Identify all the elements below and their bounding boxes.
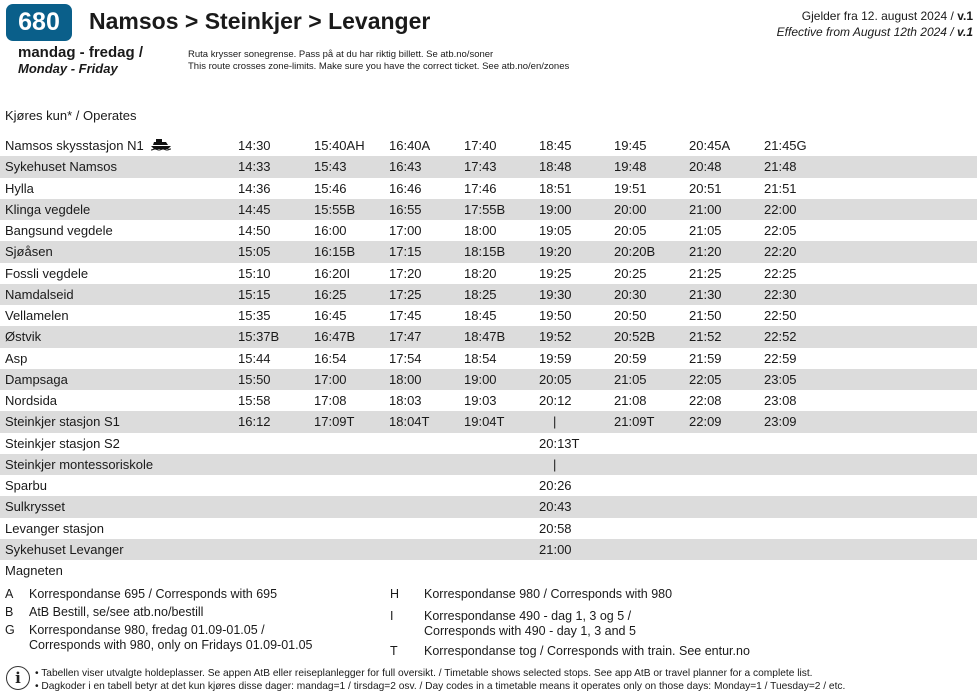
stop-name-label: Bangsund vegdele [5, 223, 113, 238]
departure-time: 21:00 [689, 201, 722, 217]
departure-time: 17:43 [464, 159, 497, 175]
stop-name-label: Klinga vegdele [5, 201, 91, 217]
departure-time: 21:05 [689, 223, 722, 238]
departure-time: 15:44 [238, 350, 271, 366]
departure-time: 18:51 [539, 180, 572, 196]
departure-time: 19:48 [614, 159, 647, 175]
table-row [0, 135, 977, 156]
departure-time: 15:35 [238, 308, 271, 323]
footnote-key: I [390, 609, 394, 623]
departure-time: 15:40AH [314, 138, 365, 153]
table-row [0, 178, 977, 199]
table-row [0, 433, 977, 454]
stop-name-label: Levanger stasjon [5, 520, 105, 536]
timetable [0, 135, 977, 581]
table-row [0, 348, 977, 369]
info-line-1: • Tabellen viser utvalgte holdeplasser. Se appen AtB eller reiseplanlegger for full oversikt. / Timetable shows selected stops. See app AtB or travel planner for a complete list. [35, 668, 813, 679]
departure-time: 20:30 [614, 286, 647, 302]
departure-time: 18:48 [539, 159, 572, 175]
table-row [0, 284, 977, 305]
stop-name-label: Sjøåsen [5, 244, 53, 260]
departure-time: | [553, 456, 557, 472]
departure-time: 18:04T [389, 414, 430, 430]
departure-time: 20:45A [689, 138, 731, 153]
departure-time: 19:04T [464, 414, 505, 430]
departure-time: 21:52 [689, 329, 722, 345]
stop-name [5, 496, 65, 517]
departure-time: 17:09T [314, 414, 355, 430]
departure-time: 20:13T [539, 435, 580, 451]
departure-time: 17:55B [464, 201, 506, 217]
departure-time: 21:48 [764, 159, 797, 175]
info-text [35, 667, 845, 693]
departure-time: 19:50 [539, 308, 572, 323]
departure-time: 22:00 [764, 201, 797, 217]
departure-time: 16:54 [314, 350, 347, 366]
table-row [0, 560, 977, 581]
departure-time: 19:59 [539, 350, 572, 366]
departure-time: 19:00 [464, 371, 497, 387]
stop-name [5, 178, 34, 199]
departure-time: 21:51 [764, 180, 797, 196]
departure-time: 15:46 [314, 180, 347, 196]
departure-time: 20:48 [689, 159, 722, 175]
departure-time: 18:03 [389, 393, 422, 408]
stop-name [5, 539, 124, 560]
stop-name-label: Asp [5, 350, 28, 366]
departure-time: 14:36 [238, 180, 271, 196]
departure-time: 14:45 [238, 201, 271, 217]
departure-time: 20:20B [614, 244, 656, 260]
zone-notice-en: This route crosses zone-limits. Make sure you have the correct ticket. See atb.no/en/zones [188, 61, 570, 72]
departure-time: 17:08 [314, 393, 347, 408]
stop-name-label: Sparbu [5, 478, 47, 493]
stop-name-label: Nordsida [5, 393, 58, 408]
table-row [0, 305, 977, 326]
departure-time: 22:08 [689, 393, 722, 408]
departure-time: 20:51 [689, 180, 722, 196]
departure-time: 17:25 [389, 286, 422, 302]
departure-time: 15:50 [238, 371, 271, 387]
table-row [0, 326, 977, 347]
stop-name [5, 348, 27, 369]
departure-time: 23:08 [764, 393, 797, 408]
footnote-line: Korrespondanse 980, fredag 01.09-01.05 / [29, 623, 265, 637]
departure-time: 19:00 [539, 201, 572, 217]
info-icon: i [6, 666, 30, 690]
table-row [0, 220, 977, 241]
departure-time: 18:47B [464, 329, 506, 345]
footnote-text [29, 587, 277, 602]
departure-time: 21:00 [539, 541, 572, 557]
departure-time: 20:59 [614, 350, 647, 366]
version-no: v.1 [957, 9, 973, 23]
departure-time: 16:12 [238, 414, 271, 430]
departure-time: 21:45G [764, 138, 807, 153]
stop-name [5, 411, 120, 432]
table-row [0, 199, 977, 220]
departure-time: 22:59 [764, 350, 797, 366]
departure-time: 20:52B [614, 329, 656, 345]
departure-time: 19:45 [614, 138, 647, 153]
footnote-key: T [390, 644, 398, 658]
stop-name-label: Sulkrysset [5, 499, 65, 515]
stop-name-label: Vellamelen [5, 308, 69, 323]
departure-time: 15:10 [238, 265, 271, 281]
departure-time: 15:58 [238, 393, 271, 408]
departure-time: 16:15B [314, 244, 356, 260]
valid-from-no-text: Gjelder fra 12. august 2024 / [801, 9, 958, 23]
stop-name-label: Dampsaga [5, 371, 68, 387]
departure-time: 16:40A [389, 138, 431, 153]
valid-from-no [777, 8, 973, 24]
footnote-key: B [5, 605, 14, 619]
stop-name [5, 199, 90, 220]
departure-time: 22:25 [764, 265, 797, 281]
departure-time: 19:20 [539, 244, 572, 260]
departure-time: 16:43 [389, 159, 422, 175]
ferry-icon [150, 136, 172, 157]
stop-name [5, 305, 69, 326]
footnote-line: Korrespondanse 980 / Corresponds with 980 [424, 587, 673, 601]
route-title: Namsos > Steinkjer > Levanger [89, 8, 431, 34]
days-en: Monday - Friday [18, 61, 118, 76]
version-en: v.1 [956, 25, 973, 39]
departure-time: 19:30 [539, 286, 572, 302]
departure-time: 23:05 [764, 371, 797, 387]
departure-time: 14:33 [238, 159, 271, 175]
departure-time: 20:26 [539, 478, 572, 493]
departure-time: 16:46 [389, 180, 422, 196]
departure-time: 18:45 [464, 308, 497, 323]
footnote-text [424, 644, 750, 659]
stop-name-label: Namdalseid [5, 286, 74, 302]
table-row [0, 496, 977, 517]
departure-time: 15:15 [238, 286, 271, 302]
departure-time: 17:20 [389, 265, 422, 281]
stop-name-label: Sykehuset Levanger [5, 541, 124, 557]
stop-name [5, 135, 172, 157]
stop-name [5, 369, 68, 390]
service-days [18, 45, 143, 77]
stop-name [5, 390, 57, 411]
departure-time: 18:00 [464, 223, 497, 238]
stop-name-label: Steinkjer stasjon S1 [5, 414, 120, 430]
departure-time: 22:52 [764, 329, 797, 345]
departure-time: 21:25 [689, 265, 722, 281]
departure-time: 16:20I [314, 265, 351, 281]
stop-name [5, 454, 153, 475]
departure-time: 16:47B [314, 329, 356, 345]
departure-time: 21:09T [614, 414, 655, 430]
departure-time: 19:05 [539, 223, 572, 238]
table-row [0, 518, 977, 539]
departure-time: 22:09 [689, 414, 722, 430]
stop-name-label: Steinkjer stasjon S2 [5, 435, 120, 451]
departure-time: 20:00 [614, 201, 647, 217]
table-row [0, 263, 977, 284]
table-row [0, 539, 977, 560]
departure-time: 21:50 [689, 308, 722, 323]
departure-time: 18:15B [464, 244, 506, 260]
departure-time: 18:00 [389, 371, 422, 387]
departure-time: 16:00 [314, 223, 347, 238]
departure-time: 15:43 [314, 159, 347, 175]
departure-time: 18:45 [539, 138, 572, 153]
stop-name [5, 560, 63, 581]
departure-time: 19:25 [539, 265, 572, 281]
zone-notice [188, 49, 569, 73]
footnote-line: Korrespondanse tog / Corresponds with train. See entur.no [424, 644, 750, 658]
departure-time: 20:25 [614, 265, 647, 281]
departure-time: 20:05 [614, 223, 647, 238]
departure-time: 19:03 [464, 393, 497, 408]
departure-time: 15:37B [238, 329, 280, 345]
table-row [0, 369, 977, 390]
stop-name [5, 518, 104, 539]
operates-label: Kjøres kun* / Operates [5, 108, 137, 123]
departure-time: 22:50 [764, 308, 797, 323]
table-row [0, 454, 977, 475]
departure-time: 17:47 [389, 329, 422, 345]
departure-time: 19:52 [539, 329, 572, 345]
footnote-line: Korrespondanse 695 / Corresponds with 695 [29, 587, 278, 601]
stop-name-label: Namsos skysstasjon N1 [5, 138, 144, 153]
footnote-text [29, 623, 313, 653]
departure-time: 16:55 [389, 201, 422, 217]
footnote-line: Korrespondanse 490 - dag 1, 3 og 5 / [424, 609, 632, 623]
departure-time: 14:50 [238, 223, 271, 238]
departure-time: 21:30 [689, 286, 722, 302]
route-number-badge: 680 [6, 4, 72, 41]
footnote-line: Corresponds with 980, only on Fridays 01.09-01.05 [29, 638, 313, 652]
stop-name [5, 326, 41, 347]
departure-time: | [553, 414, 557, 430]
departure-time: 21:20 [689, 244, 722, 260]
stop-name-label: Hylla [5, 180, 34, 196]
stop-name-label: Sykehuset Namsos [5, 159, 117, 175]
departure-time: 20:50 [614, 308, 647, 323]
departure-time: 21:05 [614, 371, 647, 387]
departure-time: 17:00 [389, 223, 422, 238]
stop-name-label: Østvik [5, 329, 42, 345]
departure-time: 20:43 [539, 499, 572, 515]
days-no: mandag - fredag / [18, 44, 144, 61]
departure-time: 17:00 [314, 371, 347, 387]
departure-time: 17:54 [389, 350, 422, 366]
table-row [0, 156, 977, 177]
table-row [0, 475, 977, 496]
stop-name [5, 156, 117, 177]
footnote-text [424, 587, 672, 602]
departure-time: 20:12 [539, 393, 572, 408]
footnote-line: Corresponds with 490 - day 1, 3 and 5 [424, 624, 636, 638]
stop-name [5, 220, 113, 241]
departure-time: 18:20 [464, 265, 497, 281]
departure-time: 17:15 [389, 244, 422, 260]
footnote-key: H [390, 587, 400, 601]
valid-from-en [777, 24, 973, 40]
departure-time: 16:45 [314, 308, 347, 323]
table-row [0, 241, 977, 262]
validity-info [777, 8, 973, 40]
departure-time: 19:51 [614, 180, 647, 196]
stop-name [5, 284, 74, 305]
stop-name [5, 241, 53, 262]
departure-time: 14:30 [238, 138, 271, 153]
departure-time: 16:25 [314, 286, 347, 302]
departure-time: 22:30 [764, 286, 797, 302]
departure-time: 15:55B [314, 201, 356, 217]
departure-time: 23:09 [764, 414, 797, 430]
stop-name-label: Fossli vegdele [5, 265, 89, 281]
departure-time: 18:54 [464, 350, 497, 366]
departure-time: 21:59 [689, 350, 722, 366]
departure-time: 18:25 [464, 286, 497, 302]
departure-time: 20:58 [539, 520, 572, 536]
departure-time: 15:05 [238, 244, 271, 260]
departure-time: 22:05 [689, 371, 722, 387]
departure-time: 22:20 [764, 244, 797, 260]
valid-from-en-text: Effective from August 12th 2024 / [776, 25, 957, 39]
departure-time: 17:45 [389, 308, 422, 323]
footnote-key: G [5, 623, 15, 637]
departure-time: 20:05 [539, 371, 572, 387]
stop-name-label: Steinkjer montessoriskole [5, 456, 154, 472]
zone-notice-no: Ruta krysser sonegrense. Pass på at du har riktig billett. Se atb.no/soner [188, 49, 494, 60]
stop-name-label: Magneten [5, 563, 63, 578]
departure-time: 22:05 [764, 223, 797, 238]
stop-name [5, 475, 47, 496]
stop-name [5, 263, 88, 284]
footnote-key: A [5, 587, 14, 601]
departure-time: 17:46 [464, 180, 497, 196]
stop-name [5, 433, 120, 454]
footnote-text [29, 605, 203, 620]
table-row [0, 411, 977, 432]
departure-time: 17:40 [464, 138, 497, 153]
table-row [0, 390, 977, 411]
footnote-line: AtB Bestill, se/see atb.no/bestill [29, 605, 204, 619]
footnote-text [424, 609, 636, 639]
departure-time: 21:08 [614, 393, 647, 408]
info-line-2: • Dagkoder i en tabell betyr at det kun kjøres disse dager: mandag=1 / tirsdag=2 osv. / Day codes in a timetable means it operates only on those days: Monday=1 / Tuesday=2 / etc. [35, 681, 846, 692]
